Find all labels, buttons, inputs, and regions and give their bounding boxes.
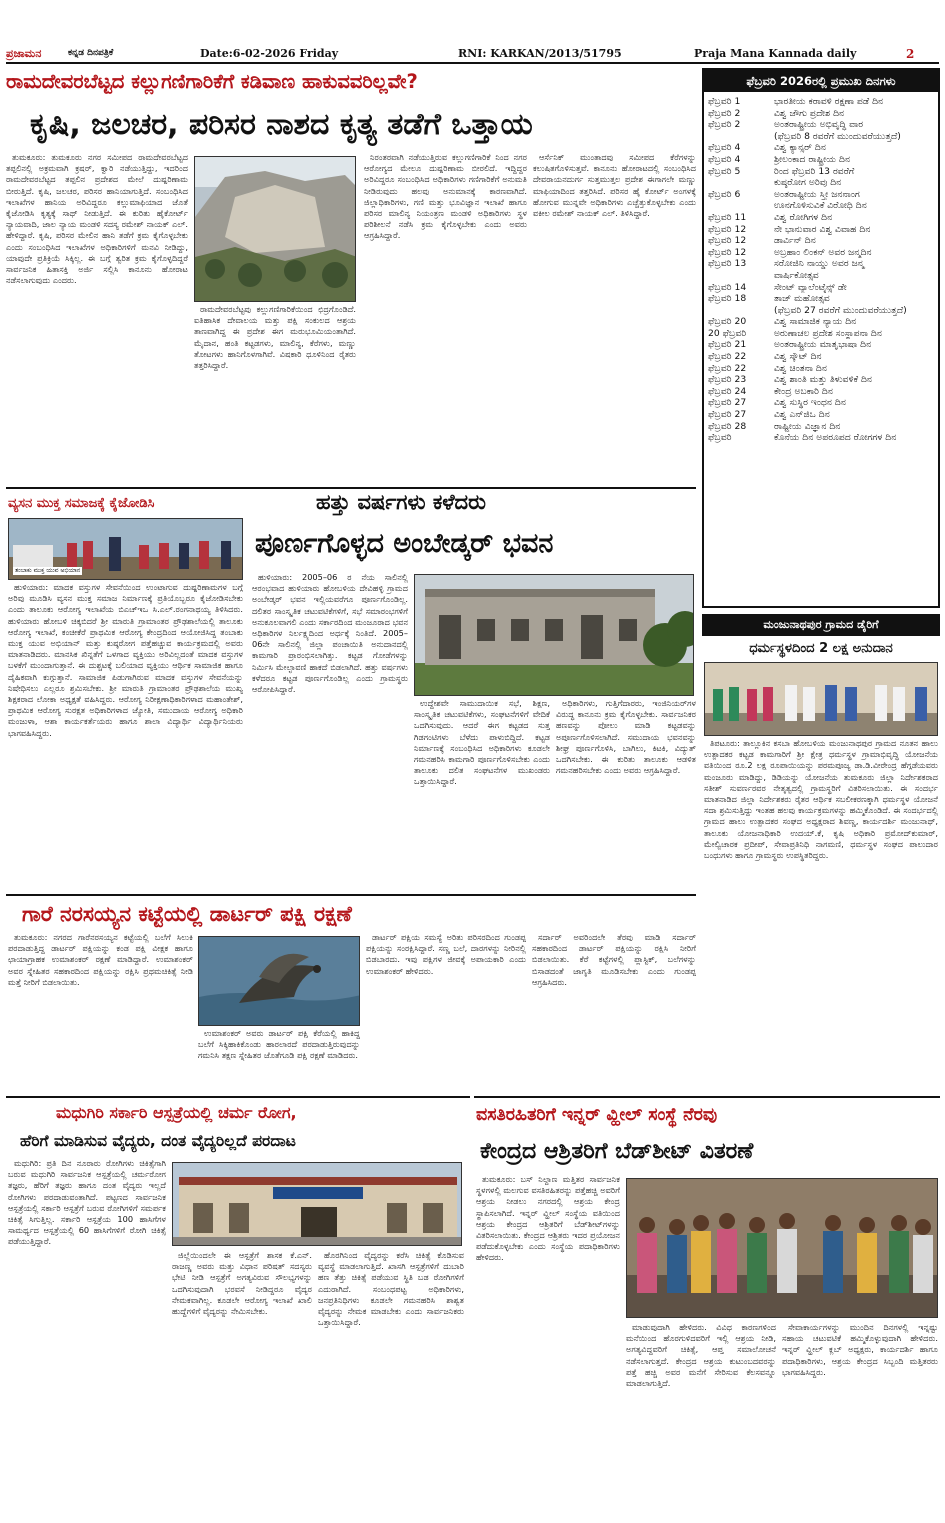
section-rule xyxy=(6,1096,470,1098)
vyasana-headline: ವ್ಯಸನ ಮುಕ್ತ ಸಮಾಜಕ್ಕೆ ಕೈಜೋಡಿಸಿ xyxy=(8,496,155,511)
date-row xyxy=(708,328,936,340)
date-row-event: ವಿಶ್ವ ಸುಸ್ಥಿರ ಇಂಧನ ದಿನ xyxy=(774,397,846,409)
date-row xyxy=(708,119,936,131)
date-row-event: ವಿಶ್ವ ಜೌಗು ಪ್ರದೇಶ ದಿನ xyxy=(774,107,845,119)
paper-name: Praja Mana Kannada daily xyxy=(694,47,857,60)
date-row xyxy=(708,374,936,386)
madhugiri-kicker: ಮಧುಗಿರಿ ಸರ್ಕಾರಿ ಆಸ್ಪತ್ರೆಯಲ್ಲಿ ಚರ್ಮ ರೋಗ, xyxy=(56,1103,297,1122)
wheel-kicker: ವಸತಿರಹಿತರಿಗೆ ಇನ್ನರ್ ವ್ಹೀಲ್ ಸಂಸ್ಥೆ ನೆರವು xyxy=(476,1105,718,1125)
date-row-event: ಅಬ್ರಹಾಂ ಲಿಂಕನ್ ಅವರ ಜನ್ಮದಿನ xyxy=(774,246,872,258)
darter-headline: ಗಾರೆ ನರಸಯ್ಯನ ಕಟ್ಟೆಯಲ್ಲಿ ಡಾರ್ಟರ್ ಪಕ್ಷಿ ರಕ್ಷಣೆ xyxy=(22,902,352,926)
date-row-date: ಫೆಬ್ರವರಿ 24 xyxy=(708,385,747,397)
dates-box-title: ಫೆಬ್ರವರಿ 2026ರಲ್ಲಿ ಪ್ರಮುಖ ದಿನಗಳು xyxy=(704,70,938,92)
date-row-event: ವಿಶ್ವ ರೋಗಿಗಳ ದಿನ xyxy=(774,211,833,223)
date-row xyxy=(708,316,936,328)
date-row-date: ಫೆಬ್ರವರಿ 27 xyxy=(708,397,747,409)
date-row xyxy=(708,397,936,409)
date-row-date: ಫೆಬ್ರವರಿ 4 xyxy=(708,153,741,165)
date-row-event: ವಿಶ್ವ ಸಾಮಾಜಿಕ ನ್ಯಾಯ ದಿನ xyxy=(774,316,857,328)
manjunathapura-headline: ಧರ್ಮಸ್ಥಳದಿಂದ 2 ಲಕ್ಷ ಅನುದಾನ xyxy=(749,641,893,656)
date-row xyxy=(708,432,936,444)
date-row-date xyxy=(708,270,774,282)
madhugiri-column-3: ಹೊರಗಿನಿಂದ ವೈದ್ಯರನ್ನು ಕರೆಸಿ ಚಿಕಿತ್ಸೆ ಕೊಡಿಸುವ ವ್ಯವಸ್ಥೆ ಮಾಡಲಾಗುತ್ತಿದೆ. ಖಾಸಗಿ ಆಸ್ಪತ್ರೆಗಳಿಗೆ ದುಬಾರಿ ಹಣ ತೆತ್ತು ಚಿಕಿತ್ಸೆ ಪಡೆಯುವ ಸ್ಥಿತಿ ಬಡ ರೋಗಿಗಳಿಗೆ ಎದುರಾಗಿದೆ. ಸಂಬಂಧಪಟ್ಟ ಅಧಿಕಾರಿಗಳು, ಜನಪ್ರತಿನಿಧಿಗಳು ಕೂಡಲೇ ಗಮನಹರಿಸಿ ಶಾಶ್ವತ ವೈದ್ಯರನ್ನು ನೇಮಕ ಮಾಡಬೇಕು ಎಂದು ಸಾರ್ವಜನಿಕರು ಒತ್ತಾಯಿಸಿದ್ದಾರೆ. xyxy=(318,1250,464,1328)
date-row-date: ಫೆಬ್ರವರಿ 28 xyxy=(708,420,747,432)
date-row-date: ಫೆಬ್ರವರಿ 21 xyxy=(708,339,747,351)
date-row xyxy=(708,212,936,224)
darter-column-2: ಉಮಾಶಂಕರ್ ಅವರು ಡಾರ್ಟರ್ ಪಕ್ಷಿ ಕೆರೆಯಲ್ಲಿ ಹಾಕಿದ್ದ ಬಲೆಗೆ ಸಿಕ್ಕಿಹಾಕಿಕೊಂಡು ಹಾರಲಾರದೆ ಪರದಾಡುತ್ತಿರುವುದನ್ನು ಗಮನಿಸಿ ತಕ್ಷಣ ಸ್ನೇಹಿತರ ಜೊತೆಗೂಡಿ ಪಕ್ಷಿ ರಕ್ಷಣೆ ಮಾಡಿದರು. xyxy=(198,1028,360,1061)
date-row xyxy=(708,96,936,108)
lead-column-2: ರಾಮದೇವರಬೆಟ್ಟವು ಕಲ್ಲುಗಣಿಗಾರಿಕೆಯಿಂದ ಛಿದ್ರಗೊಂಡಿದೆ. ಐತಿಹಾಸಿಕ ದೇವಾಲಯ ಮತ್ತು ಪಕ್ಷಿ ಸಂಕುಲದ ಆಶ್ರಯ ತಾಣವಾಗಿದ್ದ ಈ ಪ್ರದೇಶ ಈಗ ಮರುಭೂಮಿಯಂತಾಗಿದೆ. ಮೈದಾನ, ಹಂತಿ ಕಟ್ಟಡಗಳು, ಮಾಲಿನ್ಯ, ಕೆರೆಗಳು, ಮಣ್ಣು ತೋಟಗಳು ಹಾನಿಗೊಳಗಾಗಿವೆ. ವಿಷಕಾರಿ ಧೂಳಿನಿಂದ ರೈತರು ತತ್ತರಿಸಿದ್ದಾರೆ. xyxy=(194,304,356,371)
date-row-date: ಫೆಬ್ರವರಿ 18 xyxy=(708,293,747,305)
date-row-event: ಊನಗೊಳಿಸುವಿಕೆ ವಿರೋಧಿ ದಿನ xyxy=(774,200,867,212)
lead-headline: ಕೃಷಿ, ಜಲಚರ, ಪರಿಸರ ನಾಶದ ಕೃತ್ಯ ತಡೆಗೆ ಒತ್ತಾಯ xyxy=(30,107,533,142)
date-row-event: ಅಂತರಾಷ್ಟ್ರೀಯ ಸ್ತ್ರೀ ಜನನಾಂಗ xyxy=(774,188,860,200)
date-row-event: ವಿಶ್ವ ಕ್ಯಾನ್ಸರ್ ದಿನ xyxy=(774,142,826,154)
date-row xyxy=(708,339,936,351)
date-row-date xyxy=(708,200,774,212)
date-row-date: ಫೆಬ್ರವರಿ 2 xyxy=(708,107,741,119)
date-row-event: ನೇ ಭಾನುವಾರ ವಿಶ್ವ ವಿವಾಹ ದಿನ xyxy=(774,223,871,235)
date-row xyxy=(708,386,936,398)
date-row-date: ಫೆಬ್ರವರಿ 12 xyxy=(708,235,747,247)
darter-column-1: ತುಮಕೂರು: ನಗರದ ಗಾರೆನರಸಯ್ಯನ ಕಟ್ಟೆಯಲ್ಲಿ ಬಲೆಗೆ ಸಿಲುಕಿ ಪರದಾಡುತ್ತಿದ್ದ ಡಾರ್ಟರ್ ಪಕ್ಷಿಯನ್ನು ಕಂಡ ಪಕ್ಷಿ ವೀಕ್ಷಕ ಹಾಗೂ ಛಾಯಾಗ್ರಾಹಕ ಉಮಾಶಂಕರ್ ರಕ್ಷಣೆ ಮಾಡಿದ್ದಾರೆ. ಉಮಾಶಂಕರ್ ಅವರ ಸ್ನೇಹಿತರ ಸಹಕಾರದಿಂದ ಪಕ್ಷಿಯನ್ನು ರಕ್ಷಿಸಿ ಪ್ರಥಮಚಿಕಿತ್ಸೆ ನೀಡಿ ಮತ್ತೆ ನೀರಿಗೆ ಬಿಡಲಾಯಿತು. xyxy=(8,932,193,987)
quarry-photo xyxy=(194,156,356,302)
lead-column-4: ಆರ್ಸೆನಿಕ್ ಮುಂತಾದವು ಸಮೀಪದ ಕೆರೆಗಳನ್ನು ಕಲುಷಿತಗೊಳಿಸುತ್ತವೆ. ಕಾನೂನು ಹೋರಾಟದಲ್ಲಿ ಸಂಬಂಧಿಸಿದ ದೇವರಾಯನದುರ್ಗ ಸುತ್ತಮುತ್ತಲ ಪ್ರದೇಶ ಈಗಾಗಲೇ ಮಣ್ಣು ಮಾಫಿಯಾದಿಂದ ತತ್ತರಿಸಿದೆ. ಪರಿಸರ ಹೈ ಕೋರ್ಟ್ ಅಂಗಳಕ್ಕೆ ಹೋಗುವ ಮುನ್ನವೇ ಅಧಿಕಾರಿಗಳು ಎಚ್ಚೆತ್ತುಕೊಳ್ಳಬೇಕು ಎಂದು ವಕೀಲ ರಮೇಶ್ ನಾಯಕ್ ಎಲ್. ತಿಳಿಸಿದ್ದಾರೆ. xyxy=(533,152,696,219)
date-row-event: ಸರೋಜಿನಿ ನಾಯ್ಡು ಅವರ ಜನ್ಮ xyxy=(774,258,865,270)
date-row-date: ಫೆಬ್ರವರಿ 12 xyxy=(708,223,747,235)
date-row-date: ಫೆಬ್ರವರಿ 22 xyxy=(708,362,747,374)
date-row-date: ಫೆಬ್ರವರಿ 4 xyxy=(708,142,741,154)
date-row xyxy=(708,154,936,166)
date-row-date: ಫೆಬ್ರವರಿ 13 xyxy=(708,258,747,270)
date-row-event: ಶ್ರೀಲಂಕಾದ ರಾಷ್ಟ್ರೀಯ ದಿನ xyxy=(774,153,851,165)
lead-column-3: ನಿರಂತರವಾಗಿ ನಡೆಯುತ್ತಿರುವ ಕಲ್ಲುಗಣಿಗಾರಿಕೆ ನಿಂದ ನಗರ ಆರೋಗ್ಯದ ಮೇಲೂ ದುಷ್ಪರಿಣಾಮ ಬೀರಲಿದೆ. ಇದ್ದಿದ್ದರ ಅರಿವಿದ್ದರೂ ಸಂಬಂಧಿಸಿದ ಅಧಿಕಾರಿಗಳು ಗಣಿಗಾರಿಕೆಗೆ ಅನುಮತಿ ನೀಡಿರುವುದು ಹಲವು ಅನುಮಾನಕ್ಕೆ ಕಾರಣವಾಗಿದೆ. ಜಿಲ್ಲಾಧಿಕಾರಿಗಳು, ಗಣಿ ಮತ್ತು ಭೂವಿಜ್ಞಾನ ಇಲಾಖೆ ಹಾಗೂ ಪರಿಸರ ಮಾಲಿನ್ಯ ನಿಯಂತ್ರಣ ಮಂಡಳಿ ಅಧಿಕಾರಿಗಳು ಸ್ಥಳ ಪರಿಶೀಲನೆ ನಡೆಸಿ ಕ್ರಮ ಕೈಗೊಳ್ಳಬೇಕು ಎಂದು ಅವರು ಆಗ್ರಹಿಸಿದ್ದಾರೆ. xyxy=(364,152,527,241)
date-row xyxy=(708,363,936,375)
vyasana-body: ಹುಳಿಯಾರು: ಮಾದಕ ವಸ್ತುಗಳ ಸೇವನೆಯಿಂದ ಉಂಟಾಗುವ ದುಷ್ಪರಿಣಾಮಗಳ ಬಗ್ಗೆ ಅರಿವು ಮೂಡಿಸಿ ವ್ಯಸನ ಮುಕ್ತ ಸಮಾಜ ನಿರ್ಮಾಣಕ್ಕೆ ಪ್ರತಿಯೊಬ್ಬರೂ ಕೈಜೋಡಿಸಬೇಕು ಎಂದು ತಾಲೂಕು ಆರೋಗ್ಯ ಇಲಾಖೆಯ ಬಿಎಚ್‌ಇಒ ಸಿ.ಎಲ್.ರಂಗನಾಥಯ್ಯ ತಿಳಿಸಿದರು. ಹುಳಿಯಾರು ಹೋಬಳಿ ಚಿಕ್ಕಬಿದರೆ ಶ್ರೀ ಮಾರುತಿ ಗ್ರಾಮಾಂತರ ಪ್ರೌಢಶಾಲೆಯಲ್ಲಿ ತಾಲೂಕು ಆರೋಗ್ಯ ಇಲಾಖೆ, ಕಂಚೀಕೆರೆ ಪ್ರಾಥಮಿಕ ಆರೋಗ್ಯ ಕೇಂದ್ರದಿಂದ ಆಯೋಜಿಸಿದ್ದ ತಂಬಾಕು ಮುಕ್ತ ಯುವ ಅಭಿಯಾನ್ ಮತ್ತು ಕುಷ್ಠರೋಗ ಪತ್ತೆಹಚ್ಚುವ ಕಾರ್ಯಕ್ರಮದಲ್ಲಿ ಅವರು ಮಾತನಾಡಿದರು. ಮಾನಸಿಕ ಖಿನ್ನತೆಗೆ ಒಳಗಾದ ವ್ಯಕ್ತಿಯು ಅರಿವಿಲ್ಲದಂತೆ ಮಾದಕ ವಸ್ತುಗಳ ಬಳಕೆಗೆ ಮುಂದಾಗುತ್ತಾನೆ. ಈ ದುಶ್ಚಟಕ್ಕೆ ಬಲಿಯಾದ ವ್ಯಕ್ತಿಯು ಆರ್ಥಿಕ ಸಾಮಾಜಿಕ ಹಾಗೂ ದೈಹಿಕವಾಗಿ ಕುಗ್ಗುತ್ತಾನೆ. ಸಾಮಾಜಿಕ ಪಿಡುಗಾಗಿರುವ ಮಾದಕ ವಸ್ತುಗಳ ಸೇವನೆಯನ್ನು ನಿಷೇಧಿಸಲು ಎಲ್ಲರೂ ಶ್ರಮಿಸಬೇಕು. ಶ್ರೀ ಮಾರುತಿ ಗ್ರಾಮಾಂತರ ಪ್ರೌಢಶಾಲೆಯ ಮುಖ್ಯ ಶಿಕ್ಷಕರಾದ ಲೋಕಾ ಅಧ್ಯಕ್ಷತೆ ವಹಿಸಿದ್ದರು. ಆರೋಗ್ಯ ನಿರೀಕ್ಷಣಾಧಿಕಾರಿಗಳಾದ ಮಹಾಂತೇಶ್, ಪ್ರಾಥಮಿಕ ಆರೋಗ್ಯ ಸುರಕ್ಷತ ಅಧಿಕಾರಿಗಳಾದ ಜ್ಯೋತಿ, ಸಮುದಾಯ ಆರೋಗ್ಯ ಅಧಿಕಾರಿ ಮಂಜುಳಾ, ಆಶಾ ಕಾರ್ಯಕರ್ತೆಯರು ಹಾಗೂ ಶಾಲಾ ವಿದ್ಯಾರ್ಥಿ ವಿದ್ಯಾರ್ಥಿನಿಯರು ಭಾಗವಹಿಸಿದ್ದರು. xyxy=(8,582,243,738)
date-row xyxy=(708,189,936,201)
ambedkar-kicker: ಹತ್ತು ವರ್ಷಗಳು ಕಳೆದರು xyxy=(316,490,486,514)
date-row-event: ವಾರ್ಷಿಕೋತ್ಸವ xyxy=(774,269,819,281)
date-row-event: ರಾಷ್ಟ್ರೀಯ ವಿಜ್ಞಾನ ದಿನ xyxy=(774,420,841,432)
madhugiri-column-1: ಮಧುಗಿರಿ: ಪ್ರತಿ ದಿನ ನೂರಾರು ರೋಗಿಗಳು ಚಿಕಿತ್ಸೆಗಾಗಿ ಬರುವ ಮಧುಗಿರಿ ಸಾರ್ವಜನಿಕ ಆಸ್ಪತ್ರೆಯಲ್ಲಿ ಚರ್ಮರೋಗ ತಜ್ಞರು, ಹೆರಿಗೆ ತಜ್ಞರು ಹಾಗೂ ದಂತ ವೈದ್ಯರು ಇಲ್ಲದೆ ರೋಗಿಗಳು ಪರದಾಡುವಂತಾಗಿದೆ. ಪಟ್ಟಣದ ಸಾರ್ವಜನಿಕ ಆಸ್ಪತ್ರೆಯಲ್ಲಿ ಸರ್ಕಾರಿ ಆಸ್ಪತ್ರೆಗೆ ಬರುವ ರೋಗಿಗಳಿಗೆ ಸಮರ್ಪಕ ಚಿಕಿತ್ಸೆ ಸಿಗುತ್ತಿಲ್ಲ. ಸರ್ಕಾರಿ ಆಸ್ಪತ್ರೆಯ 100 ಹಾಸಿಗೆಗಳ ಸಾಮರ್ಥ್ಯದ ಆಸ್ಪತ್ರೆಯಲ್ಲಿ 60 ಹಾಸಿಗೆಗಳಿಗೆ ರೋಗಿ ಚಿಕಿತ್ಸೆ ಪಡೆಯುತ್ತಿದ್ದಾರೆ. xyxy=(8,1158,166,1247)
ambedkar-column-1: ಹುಳಿಯಾರು: 2005–06 ರ ನೆಯ ಸಾಲಿನಲ್ಲಿ ಆರಂಭವಾದ ಹುಳಿಯಾರು ಹೋಬಳಿಯ ದೇವಿಹಳ್ಳಿ ಗ್ರಾಮದ ಅಂಬೇಡ್ಕರ್ ಭವನ ಇಲ್ಲಿಯವರೆಗೂ ಪೂರ್ಣಗೊಂಡಿಲ್ಲ. ದಲಿತರ ಸಾಂಸ್ಕೃತಿಕ ಚಟುವಟಿಕೆಗಳಿಗೆ, ಸಭೆ ಸಮಾರಂಭಗಳಿಗೆ ಅನುಕೂಲವಾಗಲಿ ಎಂದು ಸರ್ಕಾರದಿಂದ ಮಂಜೂರಾದ ಭವನ ಅಧಿಕಾರಿಗಳ ನಿರ್ಲಕ್ಷ್ಯದಿಂದ ಅರ್ಧಕ್ಕೆ ನಿಂತಿದೆ. 2005–06ನೇ ಸಾಲಿನಲ್ಲಿ ಜಿಲ್ಲಾ ಪಂಚಾಯಿತಿ ಅನುದಾನದಲ್ಲಿ ಕಾಮಗಾರಿ ಪ್ರಾರಂಭಿಸಲಾಗಿತ್ತು. ಕಟ್ಟಡ ಗೋಡೆಗಳನ್ನು ನಿರ್ಮಿಸಿ ಮೇಲ್ಛಾವಣಿ ಹಾಕದೆ ಬಿಡಲಾಗಿದೆ. ಹತ್ತು ವರ್ಷಗಳು ಕಳೆದರೂ ಕಟ್ಟಡ ಪೂರ್ಣಗೊಂಡಿಲ್ಲ ಎಂದು ಗ್ರಾಮಸ್ಥರು ಆರೋಪಿಸಿದ್ದಾರೆ. xyxy=(252,572,408,695)
date-row-date: ಫೆಬ್ರವರಿ 27 xyxy=(708,409,747,421)
date-row-date: ಫೆಬ್ರವರಿ 5 xyxy=(708,165,741,177)
dairy-grant-photo xyxy=(704,662,938,736)
date-row-date: ಫೆಬ್ರವರಿ 11 xyxy=(708,211,747,223)
february-dates-box xyxy=(702,68,940,608)
ambedkar-headline: ಪೂರ್ಣಗೊಳ್ಳದ ಅಂಬೇಡ್ಕರ್ ಭವನ xyxy=(255,528,554,559)
date-row-event: ಭಾರತೀಯ ಕರಾವಳಿ ರಕ್ಷಣಾ ಪಡೆ ದಿನ xyxy=(774,96,884,107)
date-row-date: ಫೆಬ್ರವರಿ xyxy=(708,432,732,444)
madhugiri-headline: ಹೆರಿಗೆ ಮಾಡಿಸುವ ವೈದ್ಯರು, ದಂತ ವೈದ್ಯರಿಲ್ಲದೆ ಪರದಾಟ xyxy=(20,1132,296,1150)
manjunathapura-kicker-bar xyxy=(702,614,940,636)
date-row-date: ಫೆಬ್ರವರಿ 6 xyxy=(708,188,741,200)
date-row-event: ಕುಷ್ಠರೋಗ ಅರಿವು ದಿನ xyxy=(774,177,842,189)
date-row-date xyxy=(708,305,774,317)
date-row xyxy=(708,200,936,212)
wheel-column-1: ತುಮಕೂರು: ಬಸ್ ನಿಲ್ದಾಣ ಮತ್ತಿತರ ಸಾರ್ವಜನಿಕ ಸ್ಥಳಗಳಲ್ಲಿ ಮಲಗುವ ವಸತಿರಹಿತರನ್ನು ಪತ್ತೆಹಚ್ಚಿ ಅವರಿಗೆ ಆಶ್ರಯ ನೀಡಲು ನಗರದಲ್ಲಿ ಆಶ್ರಯ ಕೇಂದ್ರ ಸ್ಥಾಪಿಸಲಾಗಿದೆ. ಇನ್ನರ್ ವ್ಹೀಲ್ ಸಂಸ್ಥೆಯ ವತಿಯಿಂದ ಆಶ್ರಯ ಕೇಂದ್ರದ ಆಶ್ರಿತರಿಗೆ ಬೆಡ್‌ಶೀಟ್‌ಗಳನ್ನು ವಿತರಿಸಲಾಯಿತು. ಕೇಂದ್ರದ ಆಶ್ರಿತರು ಇದರ ಪ್ರಯೋಜನ ಪಡೆದುಕೊಳ್ಳಬೇಕು ಎಂದು ಸಂಸ್ಥೆಯ ಪದಾಧಿಕಾರಿಗಳು ಹೇಳಿದರು. xyxy=(476,1174,620,1263)
date-row-event: ಅಂತರಾಷ್ಟ್ರೀಯ ಅಭಿವೃದ್ಧಿ ವಾರ xyxy=(774,119,864,131)
date-row-event: ವಿಶ್ವ ಎನ್‌ಜಿಒ ದಿನ xyxy=(774,409,830,421)
date-row-date xyxy=(708,131,774,143)
date-row-date xyxy=(708,177,774,189)
date-row-date: ಫೆಬ್ರವರಿ 22 xyxy=(708,351,747,363)
date-row-date: ಫೆಬ್ರವರಿ 2 xyxy=(708,119,741,131)
darter-column-3: ಡಾರ್ಟರ್ ಪಕ್ಷಿಯ ಸಮಸ್ಯೆ ಅರಿತು ಪರಿಸರದಿಂದ ಗುಂಡಪ್ಪ ಪಕ್ಷಿಯನ್ನು ಸಂರಕ್ಷಿಸಿದ್ದಾರೆ. ಸಣ್ಣ ಬಲೆ, ದಾರಗಳನ್ನು ನೀರಿನಲ್ಲಿ ಬಿಡಬಾರದು. ಇವು ಪಕ್ಷಿಗಳ ಜೀವಕ್ಕೆ ಅಪಾಯಕಾರಿ ಎಂದು ಉಮಾಶಂಕರ್ ಹೇಳಿದರು. xyxy=(366,932,526,976)
date-row-event: ಡಾರ್ವಿನ್ ದಿನ xyxy=(774,235,816,247)
wheel-column-2: ಮಾಡುವುದಾಗಿ ಹೇಳಿದರು. ವಿವಿಧ ಕಾರಣಗಳಿಂದ ಮನೆಯಿಂದ ಹೊರಗುಳಿದವರಿಗೆ ಇಲ್ಲಿ ಆಶ್ರಯ ನೀಡಿ, ಅಗತ್ಯವಿದ್ದವರಿಗೆ ಚಿಕಿತ್ಸೆ, ಆಪ್ತ ಸಮಾಲೋಚನೆ ನಡೆಸಲಾಗುತ್ತದೆ. ಕೇಂದ್ರದ ಆಶ್ರಯ ಕುಟುಂಬದವರನ್ನು ಪತ್ತೆ ಹಚ್ಚಿ ಅವರ ಮನೆಗೆ ಸೇರಿಸುವ ಕೆಲಸವನ್ನೂ ಮಾಡಲಾಗುತ್ತಿದೆ. xyxy=(626,1322,776,1389)
date-row-event: ಅಂತರಾಷ್ಟ್ರೀಯ ಮಾತೃಭಾಷಾ ದಿನ xyxy=(774,339,872,351)
ambedkar-column-3: ಅಧಿಕಾರಿಗಳು, ಗುತ್ತಿಗೆದಾರರು, ಇಂಜಿನಿಯರ್‌ಗಳ ವಿರುದ್ಧ ಕಾನೂನು ಕ್ರಮ ಕೈಗೊಳ್ಳಬೇಕು. ಸಾರ್ವಜನಿಕರ ಹಣವನ್ನು ಪೋಲು ಮಾಡಿ ಕಟ್ಟಡವನ್ನು ಅಪೂರ್ಣಗೊಳಿಸಲಾಗಿದೆ. ಸಮುದಾಯ ಭವನವನ್ನು ಶೀಘ್ರ ಪೂರ್ಣಗೊಳಿಸಿ, ಬಾಗಿಲು, ಕಿಟಕಿ, ವಿದ್ಯುತ್ ಒದಗಿಸಬೇಕು. ಈ ಕುರಿತು ತಾಲೂಕು ಆಡಳಿತ ಗಮನಹರಿಸಬೇಕು ಎಂದು ಅವರು ಆಗ್ರಹಿಸಿದ್ದಾರೆ. xyxy=(556,698,696,776)
lead-column-1: ತುಮಕೂರು: ತುಮಕೂರು ನಗರ ಸಮೀಪದ ರಾಮದೇವರಬೆಟ್ಟದ ತಪ್ಪಲಿನಲ್ಲಿ ಅಕ್ರಮವಾಗಿ ಕ್ರಷರ್, ಕ್ವಾರಿ ನಡೆಯುತ್ತಿದ್ದು, ಇದರಿಂದ ರಾಮದೇವರಬೆಟ್ಟದ ತಪ್ಪಲಿನ ಪ್ರದೇಶದ ಮೇಲೆ ದುಷ್ಪರಿಣಾಮ ಬೀರುತ್ತಿದೆ. ಕೃಷಿ, ಜಲಚರ, ಪರಿಸರ ಹಾನಿಯಾಗುತ್ತಿದೆ. ಸಂಬಂಧಿಸಿದ ಇಲಾಖೆಗಳ ಹಾನಿಯ ಅರಿವಿದ್ದರೂ ಕಲ್ಲುಮಾಫಿಯಾದ ಜೊತೆ ಕೈಜೋಡಿಸಿ ಕೃತ್ಯಕ್ಕೆ ಸಾಥ್ ನೀಡುತ್ತಿದೆ. ಈ ಕುರಿತು ಹೈಕೋರ್ಟ್ ನ್ಯಾಯವಾದಿ, ಜಾಲ ನ್ಯಾಯ ಮಂಡಳಿ ಸದಸ್ಯ ರಮೇಶ್ ನಾಯಕ್ ಎಲ್. ಹೇಳಿದ್ದಾರೆ. ಕೃಷಿ, ಪರಿಸರ ಮೇಲಿನ ಹಾನಿ ತಡೆಗೆ ಕ್ರಮ ಕೈಗೊಳ್ಳಬೇಕು ಎಂದು ಸಂಬಂಧಿಸಿದ ಇಲಾಖೆಗಳ ಅಧಿಕಾರಿಗಳಿಗೆ ಮನವಿ ನೀಡಿದ್ದು, ಯಾವುದೇ ಪ್ರತಿಕ್ರಿಯೆ ಸಿಕ್ಕಿಲ್ಲ. ಈ ಬಗ್ಗೆ ತ್ವರಿತ ಕ್ರಮ ಕೈಗೊಳ್ಳದಿದ್ದರೆ ಸಾರ್ವಜನಿಕ ಹಿತಾಸಕ್ತಿ ಅರ್ಜಿ ಸಲ್ಲಿಸಿ ಕಾನೂನು ಹೋರಾಟ ನಡೆಸಲಾಗುವುದು ಎಂದರು. xyxy=(6,152,188,286)
manjunathapura-body: ತಿಪಟೂರು: ತಾಲ್ಲೂಕಿನ ಕಸಬಾ ಹೋಬಳಿಯ ಮಂಜುನಾಥಪುರ ಗ್ರಾಮದ ನೂತನ ಹಾಲು ಉತ್ಪಾದಕರ ಕಟ್ಟಡ ಕಾಮಗಾರಿಗೆ ಶ್ರೀ ಕ್ಷೇತ್ರ ಧರ್ಮಸ್ಥಳ ಗ್ರಾಮಾಭಿವೃದ್ಧಿ ಯೋಜನೆಯ ವತಿಯಿಂದ ರೂ.2 ಲಕ್ಷ ರೂಪಾಯಿಯನ್ನು ಪರಮಪೂಜ್ಯ ಡಾ.ಡಿ.ವೀರೇಂದ್ರ ಹೆಗ್ಗಡೆಯವರು ಮಂಜೂರು ಮಾಡಿದ್ದು, ಡಿಡಿಯನ್ನು ಯೋಜನೆಯ ತುಮಕೂರು ಜಿಲ್ಲಾ ನಿರ್ದೇಶಕರಾದ ಸತೀಶ್ ಸುವರ್ಣರವರ ನೇತೃತ್ವದಲ್ಲಿ ಗ್ರಾಮಸ್ಥರಿಗೆ ವಿತರಿಸಲಾಯಿತು. ಈ ಸಂದರ್ಭ ಮಾತನಾಡಿದ ಜಿಲ್ಲಾ ನಿರ್ದೇಶಕರು ರೈತರ ಆರ್ಥಿಕ ಸಬಲೀಕರಣಕ್ಕಾಗಿ ಧರ್ಮಸ್ಥಳ ಯೋಜನೆ ಸದಾ ಶ್ರಮಿಸುತ್ತಿದ್ದು ಇಂತಹ ಹಲವು ಕಾರ್ಯಕ್ರಮಗಳನ್ನು ಹಮ್ಮಿಕೊಂಡಿದೆ. ಈ ಸಂದರ್ಭದಲ್ಲಿ ಗ್ರಾಮದ ಹಾಲು ಉತ್ಪಾದಕರ ಸಂಘದ ಅಧ್ಯಕ್ಷರಾದ ಶಿವಣ್ಣ, ಕಾರ್ಯದರ್ಶಿ ಮಂಜುನಾಥ್, ತಾಲೂಕು ಯೋಜನಾಧಿಕಾರಿ ಉದಯ್.ಕೆ, ಕೃಷಿ ಅಧಿಕಾರಿ ಪ್ರಮೋದ್‌ಕುಮಾರ್, ಮೇಲ್ವಿಚಾರಕ ಪ್ರದೀಪ್, ಸೇವಾಪ್ರತಿನಿಧಿ ನಾಗಮಣಿ, ಧರ್ಮಸ್ಥಳ ಸಂಘದ ಪಾಲುದಾರ ಬಂಧುಗಳು ಹಾಗೂ ಗ್ರಾಮಸ್ಥರು ಉಪಸ್ಥಿತರಿದ್ದರು. xyxy=(704,738,938,861)
date-row-event: ವಿಶ್ವ ಚಿಂತನಾ ದಿನ xyxy=(774,362,827,374)
date-row xyxy=(708,305,936,317)
date-row-event: ಕೇಂದ್ರ ಅಬಕಾರಿ ದಿನ xyxy=(774,385,833,397)
masthead-logo: ಪ್ರಜಾಮನ xyxy=(6,47,42,60)
ambedkar-column-2: ಉದ್ದೇಶವೇ ಸಾಮುದಾಯಿಕ ಸಭೆ, ಶಿಕ್ಷಣ, ಸಾಂಸ್ಕೃತಿಕ ಚಟುವಟಿಕೆಗಳು, ಸಂಘಟನೆಗಳಿಗೆ ವೇದಿಕೆ ಒದಗಿಸುವುದು. ಆದರೆ ಈಗ ಕಟ್ಟಡದ ಸುತ್ತ ಗಿಡಗಂಟಿಗಳು ಬೆಳೆದು ಪಾಳುಬಿದ್ದಿದೆ. ಕಟ್ಟಡ ನಿರ್ಮಾಣಕ್ಕೆ ಸಂಬಂಧಿಸಿದ ಅಧಿಕಾರಿಗಳು ಕೂಡಲೇ ಗಮನಹರಿಸಿ ಕಾಮಗಾರಿ ಪೂರ್ಣಗೊಳಿಸಬೇಕು ಎಂದು ತಾಲೂಕು ದಲಿತ ಸಂಘಟನೆಗಳ ಮುಖಂಡರು ಒತ್ತಾಯಿಸಿದ್ದಾರೆ. xyxy=(414,698,550,787)
awareness-photo xyxy=(8,518,243,580)
dates-list xyxy=(708,96,936,444)
date-row-date: 20 ಫೆಬ್ರವರಿ xyxy=(708,327,747,339)
date-row xyxy=(708,421,936,433)
date-row xyxy=(708,235,936,247)
masthead-rule xyxy=(6,62,939,64)
date-row xyxy=(708,224,936,236)
date-row-date: ಫೆಬ್ರವರಿ 12 xyxy=(708,246,747,258)
madhugiri-column-2: ಜಿಲ್ಲೆಯಿಂದಲೇ ಈ ಆಸ್ಪತ್ರೆಗೆ ಶಾಸಕ ಕೆ.ಎನ್. ರಾಜಣ್ಣ ಅವರು ಮತ್ತು ವಿಧಾನ ಪರಿಷತ್ ಸದಸ್ಯರು ಭೇಟಿ ನೀಡಿ ಆಸ್ಪತ್ರೆಗೆ ಅಗತ್ಯವಿರುವ ಸೌಲಭ್ಯಗಳನ್ನು ಒದಗಿಸುವುದಾಗಿ ಭರವಸೆ ನೀಡಿದ್ದರೂ ವೈದ್ಯರ ನೇಮಕವಾಗಿಲ್ಲ. ಕೂಡಲೇ ಆರೋಗ್ಯ ಇಲಾಖೆ ಖಾಲಿ ಹುದ್ದೆಗಳಿಗೆ ವೈದ್ಯರನ್ನು ನೇಮಿಸಬೇಕು. xyxy=(172,1250,312,1317)
date-row xyxy=(708,282,936,294)
date-row xyxy=(708,293,936,305)
date-row xyxy=(708,270,936,282)
wheel-column-3: ಸೇವಾಕಾರ್ಯಗಳನ್ನು ಮುಂದಿನ ದಿನಗಳಲ್ಲಿ ಇನ್ನಷ್ಟು ಸಹಾಯ ಚಟುವಟಿಕೆ ಹಮ್ಮಿಕೊಳ್ಳುವುದಾಗಿ ಹೇಳಿದರು. ಇನ್ನರ್ ವ್ಹೀಲ್ ಕ್ಲಬ್ ಅಧ್ಯಕ್ಷರು, ಕಾರ್ಯದರ್ಶಿ ಹಾಗೂ ಪದಾಧಿಕಾರಿಗಳು, ಆಶ್ರಯ ಕೇಂದ್ರದ ಸಿಬ್ಬಂದಿ ಮತ್ತಿತರರು ಭಾಗವಹಿಸಿದ್ದರು. xyxy=(782,1322,938,1377)
rni-number: RNI: KARKAN/2013/51795 xyxy=(458,47,622,60)
issue-date: Date:6-02-2026 Friday xyxy=(200,47,339,60)
date-row xyxy=(708,409,936,421)
date-row xyxy=(708,247,936,259)
date-row xyxy=(708,131,936,143)
date-row-event: (ಫೆಬ್ರವರಿ 27 ರವರೆಗೆ ಮುಂದುವರೆಯುತ್ತದೆ) xyxy=(774,304,907,316)
date-row-date: ಫೆಬ್ರವರಿ 23 xyxy=(708,374,747,386)
date-row-date: ಫೆಬ್ರವರಿ 20 xyxy=(708,316,747,328)
date-row-event: ರಿಂದ ಫೆಬ್ರವರಿ 13 ರವರೆಗೆ xyxy=(774,165,855,177)
section-rule xyxy=(6,894,696,896)
date-row xyxy=(708,166,936,178)
darter-column-4: ಸರ್ದಾರ್ ಅವರಿಂದಲೇ ತೆರವು ಮಾಡಿ ಸರ್ದಾರ್ ಸಹಕಾರದಿಂದ ಡಾರ್ಟರ್ ಪಕ್ಷಿಯನ್ನು ರಕ್ಷಿಸಿ ನೀರಿಗೆ ಬಿಡಲಾಯಿತು. ಕೆರೆ ಕಟ್ಟೆಗಳಲ್ಲಿ ಪ್ಲಾಸ್ಟಿಕ್, ಬಲೆಗಳನ್ನು ಬಿಸಾಡದಂತೆ ಜಾಗೃತಿ ಮೂಡಿಸಬೇಕು ಎಂದು ಗುಂಡಪ್ಪ ಆಗ್ರಹಿಸಿದರು. xyxy=(532,932,696,987)
date-row-event: ವಿಶ್ವ ಶಾಂತಿ ಮತ್ತು ತಿಳುವಳಿಕೆ ದಿನ xyxy=(774,374,873,386)
date-row-date: ಫೆಬ್ರವರಿ 14 xyxy=(708,281,747,293)
masthead xyxy=(6,47,939,61)
date-row-event: ತಾಜ್ ಮಹೋತ್ಸವ xyxy=(774,293,830,305)
manjunathapura-kicker: ಮಂಜುನಾಥಪುರ ಗ್ರಾಮದ ಡೈರಿಗೆ xyxy=(763,618,879,631)
ambedkar-bhavan-photo xyxy=(414,574,694,696)
date-row xyxy=(708,108,936,120)
date-row-event: (ಫೆಬ್ರವರಿ 8 ರವರೆಗೆ ಮುಂದುವರೆಯುತ್ತದೆ) xyxy=(774,130,901,142)
hospital-photo xyxy=(172,1162,462,1246)
date-row xyxy=(708,351,936,363)
darter-bird-photo xyxy=(198,936,360,1026)
page-number: 2 xyxy=(906,47,915,61)
masthead-tagline: ಕನ್ನಡ ದಿನಪತ್ರಿಕೆ xyxy=(68,48,114,58)
bedsheet-distribution-photo xyxy=(626,1178,938,1318)
lead-kicker: ರಾಮದೇವರಬೆಟ್ಟದ ಕಲ್ಲುಗಣಿಗಾರಿಕೆಗೆ ಕಡಿವಾಣ ಹಾಕುವವರಿಲ್ಲವೇ? xyxy=(6,70,418,93)
date-row-date: ಫೆಬ್ರವರಿ 1 xyxy=(708,96,741,107)
photo-banner: ತಂಬಾಕು ಮುಕ್ತ ಯುವ ಅಭಿಯಾನ xyxy=(15,567,81,574)
date-row-event: ಅರುಣಾಚಲ ಪ್ರದೇಶ ಸಂಸ್ಥಾಪನಾ ದಿನ xyxy=(774,327,882,339)
date-row-event: ಕೊನೆಯ ದಿನ ಅಪರೂಪದ ರೋಗಗಳ ದಿನ xyxy=(774,432,897,444)
section-rule xyxy=(474,1096,940,1098)
date-row xyxy=(708,142,936,154)
date-row xyxy=(708,177,936,189)
date-row-event: ವಿಶ್ವ ಸ್ಕೌಟ್ ದಿನ xyxy=(774,351,822,363)
date-row-event: ಸೇಂಟ್ ವ್ಯಾಲೆಂಟೈನ್ಸ್ ಡೇ xyxy=(774,281,847,293)
wheel-headline: ಕೇಂದ್ರದ ಆಶ್ರಿತರಿಗೆ ಬೆಡ್‌ಶೀಟ್ ವಿತರಣೆ xyxy=(480,1139,754,1164)
date-row xyxy=(708,258,936,270)
